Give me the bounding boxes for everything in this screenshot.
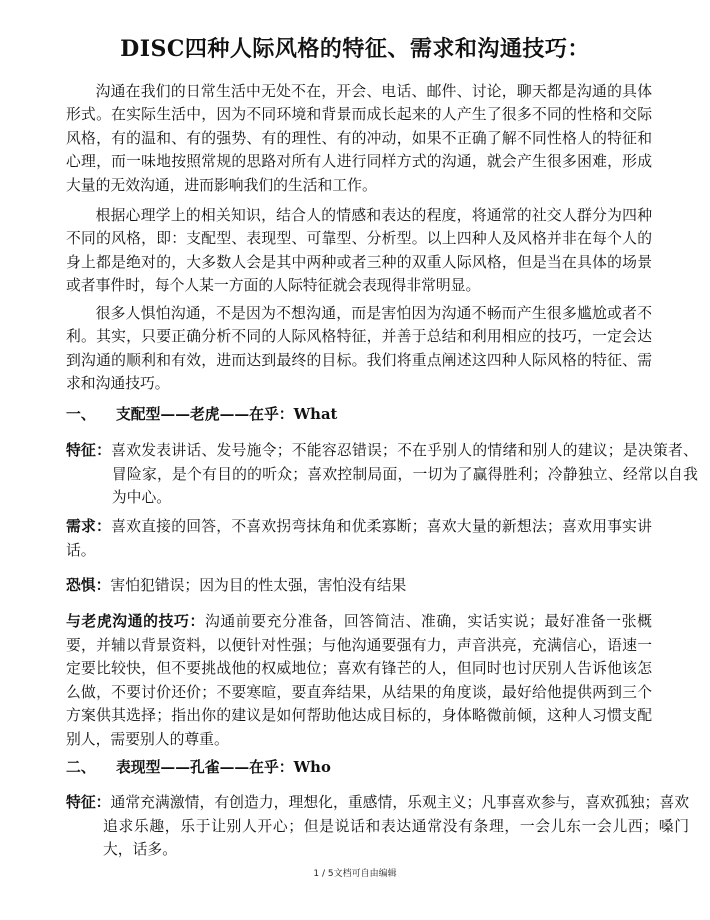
tiger-needs <box>66 515 652 562</box>
needs-text: 喜欢直接的回答，不喜欢拐弯抹角和优柔寡断；喜欢大量的新想法；喜欢用事实讲话。 <box>66 518 652 559</box>
tips-text: 沟通前要充分准备，回答简洁、准确，实话实说；最好准备一张概要，并辅以背景资料，以便针对性强；与他沟通要强有力，声音洪亮，充满信心，语速一定要比较快，但不要挑战他的权威地位；喜欢有锋芒的人，但同时也讨厌别人告诉他该怎么做，不要讨价还价；不要寒暄，要直奔结果，从结果的角度谈，最好给他提供两到三个方案供其选择；指出你的建议是如何帮助他达成目标的，身体略微前倾，这种人习惯支配别人，需要别人的尊重。 <box>66 613 652 748</box>
tips-label: 与老虎沟通的技巧： <box>66 613 205 630</box>
traits-text: 喜欢发表讲话、发号施令；不能容忍错误；不在乎别人的情绪和别人的建议；是决策者、冒险家，是个有目的的听众；喜欢控制局面，一切为了赢得胜利；冷静独立、经常以自我为中心。 <box>111 442 698 507</box>
intro-paragraph-2: 根据心理学上的相关知识，结合人的情感和表达的程度，将通常的社交人群分为四种不同的风格，即：支配型、表现型、可靠型、分析型。以上四种人及风格并非在每个人的身上都是绝对的，大多数人会是其中两种或者三种的双重人际风格，但是当在具体的场景或者事件时，每个人某一方面的人际特征就会表现得非常明显。 <box>66 207 652 295</box>
tiger-tips <box>66 610 652 752</box>
peacock-traits <box>66 791 689 862</box>
fears-text: 害怕犯错误；因为目的性太强，害怕没有结果 <box>110 577 407 594</box>
intro-paragraph-3: 很多人惧怕沟通，不是因为不想沟通，而是害怕因为沟通不畅而产生很多尴尬或者不利。其实，只要正确分析不同的人际风格特征，并善于总结和利用相应的技巧，一定会达到沟通的顺利和有效，进而达到最终的目标。我们将重点阐述这四种人际风格的特征、需求和沟通技巧。 <box>66 305 652 393</box>
section-title: 支配型——老虎——在乎：What <box>116 406 338 423</box>
tiger-traits <box>66 439 698 510</box>
traits-text: 通常充满激情，有创造力，理想化，重感情，乐观主义；凡事喜欢参与，喜欢孤独；喜欢追求乐趣，乐于让别人开心；但是说话和表达通常没有条理，一会儿东一会儿西；嗓门大，话多。 <box>103 794 689 859</box>
traits-label: 特征： <box>66 794 111 811</box>
fears-label: 恐惧： <box>66 577 111 594</box>
page-footer: 1 / 5文档可自由编辑 <box>313 869 397 879</box>
tiger-fears <box>66 574 652 598</box>
page-title: DISC四种人际风格的特征、需求和沟通技巧： <box>120 36 590 62</box>
intro-paragraph-1: 沟通在我们的日常生活中无处不在，开会、电话、邮件、讨论，聊天都是沟通的具体形式。在实际生活中，因为不同环境和背景而成长起来的人产生了很多不同的性格和交际风格，有的温和、有的强势、有的理性、有的冲动，如果不正确了解不同性格人的特征和心理，而一味地按照常规的思路对所有人进行同样方式的沟通，就会产生很多困难，形成大量的无效沟通，进而影响我们的生活和工作。 <box>66 83 652 194</box>
traits-label: 特征： <box>66 442 112 459</box>
section-number: 二、 <box>66 759 96 776</box>
section-heading-2 <box>66 756 652 779</box>
needs-label: 需求： <box>66 518 112 535</box>
section-number: 一、 <box>66 406 96 423</box>
section-heading-1 <box>66 403 652 426</box>
section-title: 表现型——孔雀——在乎：Who <box>116 759 331 776</box>
